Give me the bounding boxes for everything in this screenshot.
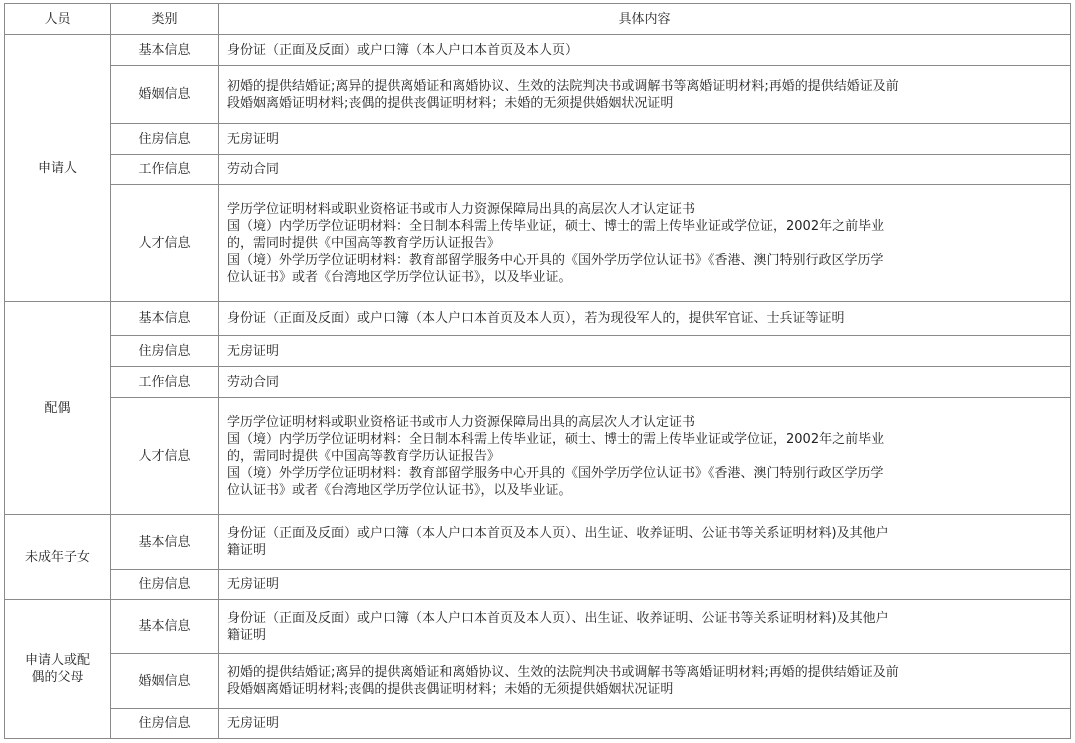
header-category: 类别 — [111, 4, 219, 35]
person-applicant: 申请人 — [5, 35, 111, 302]
table-row — [5, 185, 1071, 302]
content-cell — [219, 66, 1071, 124]
category-cell: 基本信息 — [111, 515, 219, 570]
category-cell: 婚姻信息 — [111, 654, 219, 709]
category-cell: 住房信息 — [111, 336, 219, 367]
table-row — [5, 336, 1071, 367]
header-row — [5, 4, 1071, 35]
content-line: 位认证书》或者《台湾地区学历学位认证书》，以及毕业证。 — [227, 482, 572, 498]
category-cell: 基本信息 — [111, 35, 219, 66]
category-cell: 基本信息 — [111, 600, 219, 654]
category-cell: 工作信息 — [111, 367, 219, 398]
content-line: 学历学位证明材料或职业资格证书或市人力资源保障局出具的高层次人才认定证书 — [227, 414, 696, 430]
content-cell — [219, 515, 1071, 570]
category-cell: 婚姻信息 — [111, 66, 219, 124]
content-line: 国（境）外学历学位证明材料：教育部留学服务中心开具的《国外学历学位认证书》《香港、澳门特别行政区学历学 — [227, 465, 884, 481]
content-line: 身份证（正面及反面）或户口簿（本人户口本首页及本人页） — [227, 42, 579, 58]
table-row — [5, 600, 1071, 654]
content-line: 初婚的提供结婚证;离异的提供离婚证和离婚协议、生效的法院判决书或调解书等离婚证明材料;再婚的提供结婚证及前 — [227, 78, 899, 94]
content-cell — [219, 654, 1071, 709]
content-line: 无房证明 — [227, 716, 280, 731]
person-minor-children: 未成年子女 — [5, 515, 111, 600]
content-line: 劳动合同 — [227, 162, 280, 177]
category-cell: 住房信息 — [111, 124, 219, 155]
content-cell — [219, 336, 1071, 367]
table-row — [5, 570, 1071, 600]
content-cell — [219, 570, 1071, 600]
category-cell: 人才信息 — [111, 185, 219, 302]
table-row — [5, 515, 1071, 570]
header-person: 人员 — [5, 4, 111, 35]
category-cell: 基本信息 — [111, 302, 219, 336]
content-cell — [219, 35, 1071, 66]
content-line: 籍证明 — [227, 627, 267, 643]
content-line: 无房证明 — [227, 131, 280, 147]
requirements-table — [4, 3, 1071, 739]
header-content: 具体内容 — [219, 4, 1071, 35]
person-label-line: 偶的父母 — [31, 670, 84, 685]
content-cell — [219, 302, 1071, 336]
table-row — [5, 35, 1071, 66]
table-row — [5, 155, 1071, 185]
content-line: 的，需同时提供《中国高等教育学历认证报告》 — [227, 448, 501, 464]
content-line: 国（境）外学历学位证明材料：教育部留学服务中心开具的《国外学历学位认证书》《香港、澳门特别行政区学历学 — [227, 252, 884, 268]
table-row — [5, 66, 1071, 124]
content-line: 段婚姻离婚证明材料;丧偶的提供丧偶证明材料；未婚的无须提供婚姻状况证明 — [227, 95, 674, 111]
content-line: 籍证明 — [227, 543, 267, 558]
category-cell: 工作信息 — [111, 155, 219, 185]
content-line: 身份证（正面及反面）或户口簿（本人户口本首页及本人页）、出生证、收养证明、公证书等关系证明材料)及其他户 — [227, 610, 889, 626]
content-line: 学历学位证明材料或职业资格证书或市人力资源保障局出具的高层次人才认定证书 — [227, 201, 696, 217]
person-spouse: 配偶 — [5, 302, 111, 515]
table-row — [5, 654, 1071, 709]
content-line: 身份证（正面及反面）或户口簿（本人户口本首页及本人页），若为现役军人的，提供军官证、士兵证等证明 — [227, 311, 845, 326]
content-line: 国（境）内学历学位证明材料：全日制本科需上传毕业证，硕士、博士的需上传毕业证或学位证，2002年之前毕业 — [227, 431, 885, 447]
content-line: 段婚姻离婚证明材料;丧偶的提供丧偶证明材料；未婚的无须提供婚姻状况证明 — [227, 682, 674, 697]
category-cell: 住房信息 — [111, 570, 219, 600]
content-line: 身份证（正面及反面）或户口簿（本人户口本首页及本人页）、出生证、收养证明、公证书等关系证明材料)及其他户 — [227, 526, 889, 541]
content-line: 的，需同时提供《中国高等教育学历认证报告》 — [227, 235, 501, 251]
content-cell — [219, 124, 1071, 155]
content-line: 无房证明 — [227, 577, 280, 592]
content-line: 初婚的提供结婚证;离异的提供离婚证和离婚协议、生效的法院判决书或调解书等离婚证明材料;再婚的提供结婚证及前 — [227, 665, 899, 680]
content-line: 无房证明 — [227, 343, 280, 359]
content-line: 位认证书》或者《台湾地区学历学位认证书》，以及毕业证。 — [227, 269, 572, 285]
person-parents — [5, 600, 111, 739]
content-cell — [219, 600, 1071, 654]
category-cell: 人才信息 — [111, 398, 219, 515]
table-row — [5, 398, 1071, 515]
content-line: 劳动合同 — [227, 374, 280, 390]
table-row — [5, 124, 1071, 155]
table-row — [5, 709, 1071, 739]
content-cell — [219, 367, 1071, 398]
content-line: 国（境）内学历学位证明材料：全日制本科需上传毕业证，硕士、博士的需上传毕业证或学位证，2002年之前毕业 — [227, 218, 885, 234]
table-row — [5, 367, 1071, 398]
person-label-line: 申请人或配 — [24, 653, 90, 668]
category-cell: 住房信息 — [111, 709, 219, 739]
content-cell — [219, 398, 1071, 515]
table-row — [5, 302, 1071, 336]
content-cell — [219, 185, 1071, 302]
content-cell — [219, 155, 1071, 185]
content-cell — [219, 709, 1071, 739]
